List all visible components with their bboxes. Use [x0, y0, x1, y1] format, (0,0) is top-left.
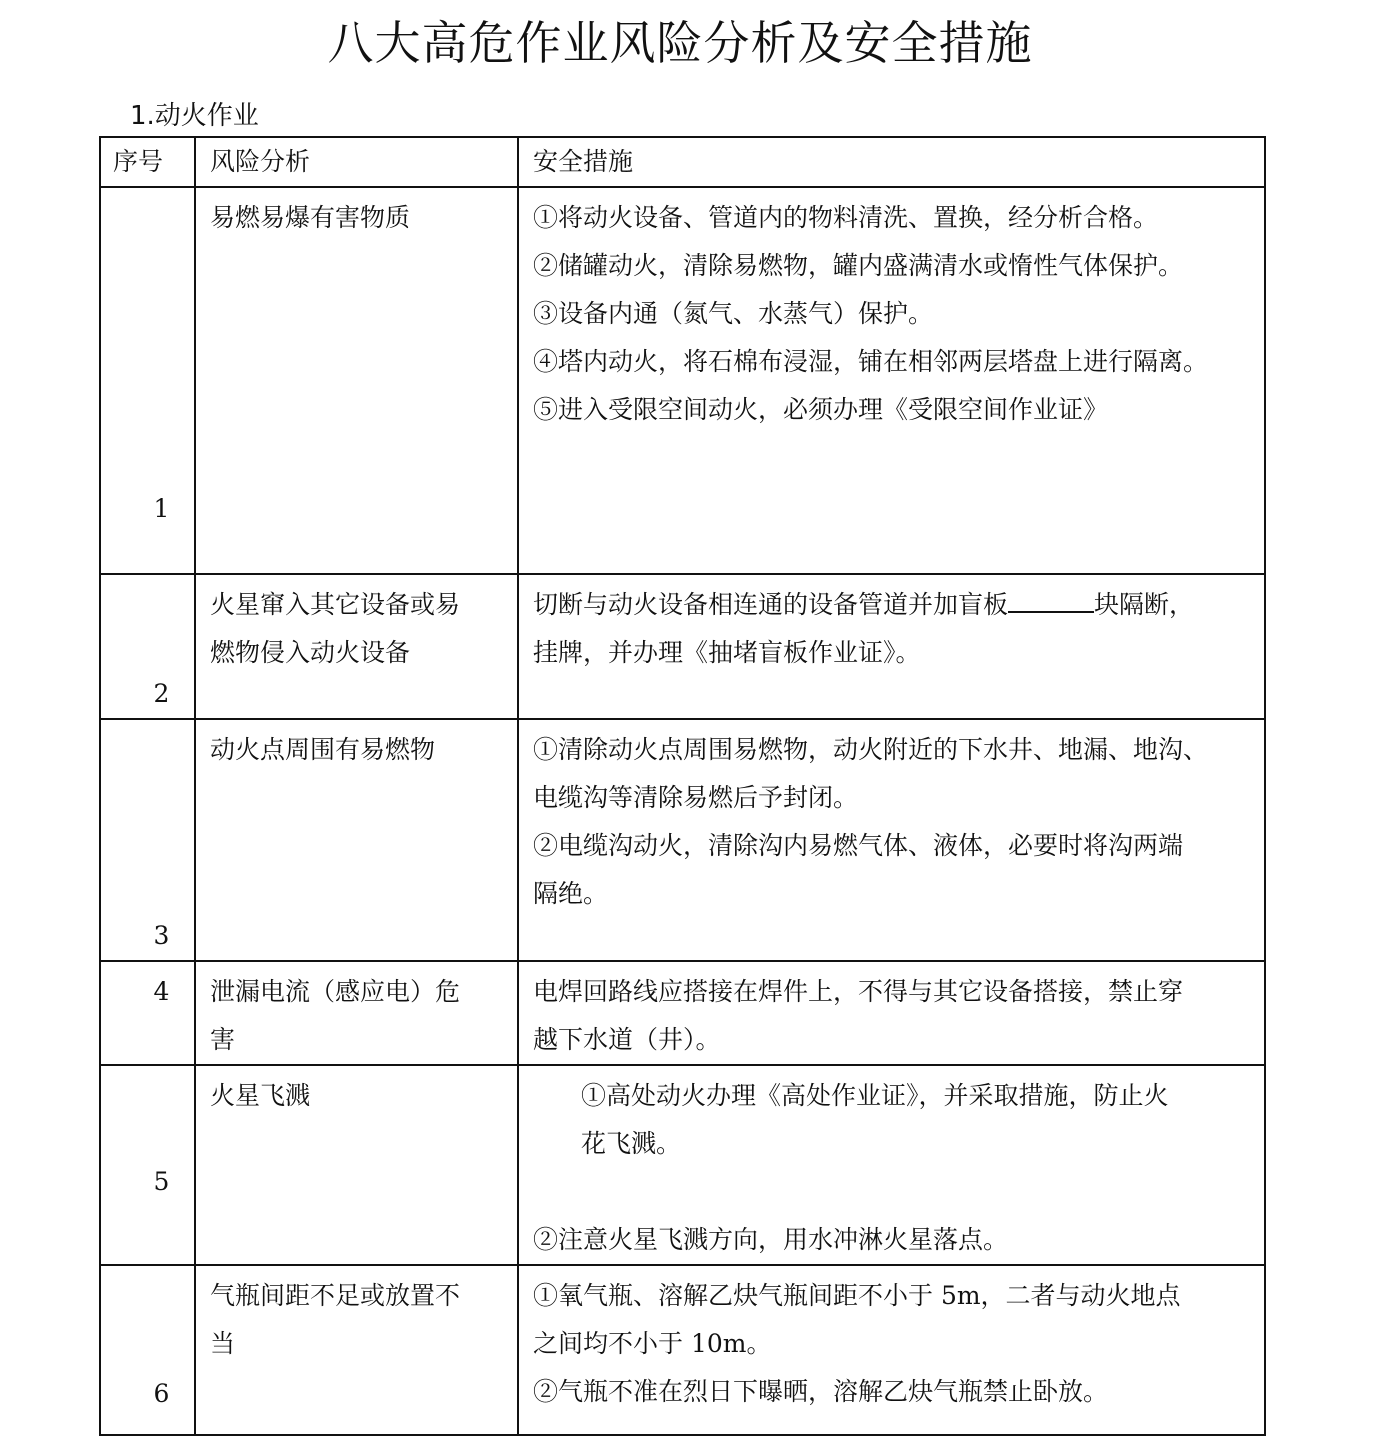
- row-number: 3: [153, 921, 170, 950]
- measure-line: 电焊回路线应搭接在焊件上，不得与其它设备搭接，禁止穿: [533, 977, 1184, 1006]
- risk-text: 火星窜入其它设备或易: [210, 590, 461, 619]
- fill-in-blank: [1008, 581, 1094, 613]
- risk-cell: [195, 961, 518, 1065]
- header-no: 序号: [100, 137, 195, 187]
- table-row: [100, 1265, 1265, 1435]
- table-row: [100, 961, 1265, 1065]
- measures-cell: [518, 1065, 1265, 1265]
- row-number: 6: [153, 1379, 170, 1408]
- table-row: [100, 574, 1265, 719]
- risk-text: 火星飞溅: [210, 1081, 311, 1110]
- measure-line: 隔绝。: [533, 879, 609, 908]
- measure-line: 花飞溅。: [581, 1129, 682, 1158]
- row-number: 1: [153, 494, 170, 523]
- risk-text: 害: [210, 1025, 236, 1054]
- row-number-cell: [100, 961, 195, 1065]
- risk-text: 泄漏电流（感应电）危: [210, 977, 461, 1006]
- risk-text: 气瓶间距不足或放置不: [210, 1281, 461, 1310]
- measures-cell: [518, 719, 1265, 961]
- table-row: [100, 187, 1265, 574]
- measure-line: ②电缆沟动火，清除沟内易燃气体、液体，必要时将沟两端: [533, 831, 1184, 860]
- section-heading: 1.动火作业: [130, 101, 259, 131]
- row-number-cell: [100, 187, 195, 574]
- measures-cell: [518, 574, 1265, 719]
- row-number-cell: [100, 719, 195, 961]
- row-number-cell: [100, 574, 195, 719]
- measure-line: 越下水道（井）。: [533, 1025, 721, 1054]
- row-number: 4: [153, 977, 170, 1006]
- risk-cell: [195, 1065, 518, 1265]
- document-title: 八大高危作业风险分析及安全措施: [327, 16, 1033, 70]
- measures-cell: [518, 961, 1265, 1065]
- row-number-cell: [100, 1065, 195, 1265]
- measure-line: ④塔内动火，将石棉布浸湿，铺在相邻两层塔盘上进行隔离。: [533, 347, 1209, 376]
- table-row: [100, 1065, 1265, 1265]
- measure-line: 电缆沟等清除易燃后予封闭。: [533, 783, 859, 812]
- risk-cell: [195, 719, 518, 961]
- measure-line: ①清除动火点周围易燃物，动火附近的下水井、地漏、地沟、: [533, 735, 1209, 764]
- row-number: 5: [153, 1167, 170, 1196]
- header-risk: 风险分析: [195, 137, 518, 187]
- risk-cell: [195, 574, 518, 719]
- risk-text: 燃物侵入动火设备: [210, 638, 411, 667]
- measure-text: 块隔断，: [1094, 590, 1195, 619]
- measure-line: ①高处动火办理《高处作业证》，并采取措施，防止火: [581, 1081, 1169, 1110]
- measure-line: ③设备内通（氮气、水蒸气）保护。: [533, 299, 934, 328]
- measure-line: 之间均不小于 10m。: [533, 1329, 772, 1358]
- row-number-cell: [100, 1265, 195, 1435]
- header-measures: 安全措施: [518, 137, 1265, 187]
- risk-cell: [195, 187, 518, 574]
- measure-line: 挂牌，并办理《抽堵盲板作业证》。: [533, 638, 921, 667]
- risk-text: 易燃易爆有害物质: [210, 203, 411, 232]
- table-row: [100, 719, 1265, 961]
- measure-text: 切断与动火设备相连通的设备管道并加盲板: [533, 590, 1009, 619]
- risk-cell: [195, 1265, 518, 1435]
- measures-cell: [518, 187, 1265, 574]
- measure-line: [533, 581, 1256, 629]
- table-header-row: [100, 137, 1265, 187]
- measure-line: ①将动火设备、管道内的物料清洗、置换，经分析合格。: [533, 203, 1159, 232]
- measure-line: ②气瓶不准在烈日下曝晒，溶解乙炔气瓶禁止卧放。: [533, 1377, 1109, 1406]
- measure-line: ①氧气瓶、溶解乙炔气瓶间距不小于 5m，二者与动火地点: [533, 1281, 1181, 1310]
- risk-text: 动火点周围有易燃物: [210, 735, 436, 764]
- row-number: 2: [153, 679, 170, 708]
- measures-cell: [518, 1265, 1265, 1435]
- risk-text: 当: [210, 1329, 236, 1358]
- measure-line: ⑤进入受限空间动火，必须办理《受限空间作业证》: [533, 395, 1109, 424]
- measure-line: ②注意火星飞溅方向，用水冲淋火星落点。: [533, 1225, 1009, 1254]
- measure-line: ②储罐动火，清除易燃物，罐内盛满清水或惰性气体保护。: [533, 251, 1184, 280]
- risk-table: [99, 136, 1266, 1436]
